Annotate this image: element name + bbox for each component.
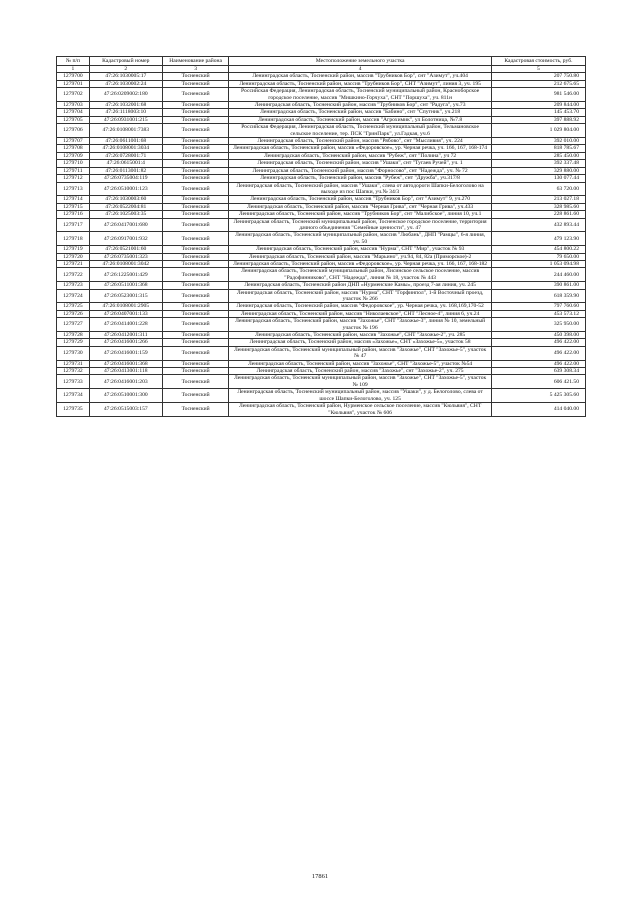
column-number-row <box>57 66 586 73</box>
cadastral-number: 47:26:0417001:680 <box>89 218 162 232</box>
table-row <box>57 152 586 159</box>
district-name: Тосненский <box>162 268 229 282</box>
district-name: Тосненский <box>162 160 229 167</box>
district-name: Тосненский <box>162 116 229 123</box>
cadastral-number: 47:26:0515003:157 <box>89 403 162 417</box>
row-index: 1279732 <box>57 368 90 375</box>
location-text: Ленинградская область, Тосненский район, массив "Захожье", СНТ "Захожье-5", участок №54 <box>229 360 491 367</box>
row-index: 1279727 <box>57 318 90 332</box>
table-row <box>57 182 586 196</box>
cadastral-number: 47:26:0209002:180 <box>89 88 162 102</box>
cadastral-value: 285 450.00 <box>491 152 585 159</box>
cadastral-value: 213 027.18 <box>491 196 585 203</box>
location-text: Ленинградская область, Тосненский муниципальный район, массив "Ушаки", у д. Белоголово, слева от шоссе Шапки-Белоголово, уч. 125 <box>229 389 491 403</box>
location-text: Ленинградская область, Тосненский муниципальный район, массив "Любань", ДНП "Рамцы", 6-я линия, уч. 50 <box>229 232 491 246</box>
location-text: Ленинградская область, Тосненский район, массив "Захожье", снт "Захожье-2", уч. 275 <box>229 368 491 375</box>
district-name: Тосненский <box>162 232 229 246</box>
district-name: Тосненский <box>162 73 229 80</box>
header-location: Местоположение земельного участка <box>229 57 491 66</box>
cadastral-value: 130 077.44 <box>491 175 585 182</box>
cadastral-value: 981 546.00 <box>491 88 585 102</box>
column-number: 1 <box>57 66 90 73</box>
row-index: 1279721 <box>57 260 90 267</box>
header-index: № п/п <box>57 57 90 66</box>
location-text: Ленинградская область, Тосненский район, массив "Марьино", уч.94, 84, 82а (Приморское)-2 <box>229 253 491 260</box>
location-text: Ленинградская область, Тосненский район, массив "Рубеж", снт "Полина", уч 72 <box>229 152 491 159</box>
location-text: Ленинградская область, Тосненский район, массив "Захожье", СНТ "Захожье-3", линия № 10, земельный участок № 196 <box>229 318 491 332</box>
district-name: Тосненский <box>162 182 229 196</box>
location-text: Ленинградская область, Тосненский район, массив «Захожье», СНТ «Захожье-5», участок 58 <box>229 339 491 346</box>
table-row <box>57 318 586 332</box>
location-text: Ленинградская область, Тосненский муниципальный район, массив "Захожье", СНТ "Захожье-5", участок № 47 <box>229 346 491 360</box>
table-row <box>57 360 586 367</box>
table-row <box>57 102 586 109</box>
table-row <box>57 145 586 152</box>
district-name: Тосненский <box>162 318 229 332</box>
row-index: 1279710 <box>57 160 90 167</box>
cadastral-number: 47:26:0521001:60 <box>89 246 162 253</box>
cadastral-number: 47:26:0113001:82 <box>89 167 162 174</box>
row-index: 1279707 <box>57 138 90 145</box>
row-index: 1279735 <box>57 403 90 417</box>
location-text: Российская Федерация, Ленинградская область, Тосненский муниципальный район, Тельмановское сельское поселение, тер. ПСК "ГринПарк", ул.Гадкая, уч.6 <box>229 124 491 138</box>
cadastral-value: 329 880.00 <box>491 167 585 174</box>
location-text: Ленинградская область, Тосненский район, массив "Захожье", СНТ "Захожье-2", уч. 285 <box>229 332 491 339</box>
row-index: 1279706 <box>57 124 90 138</box>
header-cadastral-number: Кадастровый номер <box>89 57 162 66</box>
cadastral-value: 63 720.00 <box>491 182 585 196</box>
district-name: Тосненский <box>162 282 229 289</box>
row-index: 1279719 <box>57 246 90 253</box>
cadastral-value: 432 893.44 <box>491 218 585 232</box>
district-name: Тосненский <box>162 332 229 339</box>
cadastral-value: 244 460.00 <box>491 268 585 282</box>
cadastral-value: 325 950.00 <box>491 318 585 332</box>
cadastral-number: 47:26:0416001:266 <box>89 339 162 346</box>
cadastral-value: 328 985.60 <box>491 203 585 210</box>
cadastral-number: 47:26:1032001:68 <box>89 102 162 109</box>
row-index: 1279702 <box>57 88 90 102</box>
district-name: Тосненский <box>162 253 229 260</box>
cadastral-value: 414 040.00 <box>491 403 585 417</box>
table-row <box>57 218 586 232</box>
row-index: 1279718 <box>57 232 90 246</box>
cadastral-number: 47:26:0407001:133 <box>89 310 162 317</box>
cadastral-value: 479 123.90 <box>491 232 585 246</box>
row-index: 1279733 <box>57 375 90 389</box>
location-text: Ленинградская область, Тосненский район, массив «Федоровское», ур. Черная речка, уч. 166, 167, 168-182 <box>229 260 491 267</box>
table-row <box>57 268 586 282</box>
table-row <box>57 196 586 203</box>
row-index: 1279714 <box>57 196 90 203</box>
row-index: 1279709 <box>57 152 90 159</box>
cadastral-value: 212 675.65 <box>491 80 585 87</box>
table-row <box>57 289 586 303</box>
page-number: 17861 <box>311 873 329 880</box>
table-row <box>57 303 586 310</box>
location-text: Ленинградская область, Тосненский район, массив "Трубников Бор", снт "Малибское", линия 10, уч.1 <box>229 211 491 218</box>
cadastral-value-table <box>56 56 586 417</box>
location-text: Ленинградская область, Тосненский район, массив "Рябово", снт "Мысливия", уч. 224 <box>229 138 491 145</box>
cadastral-number: 47:26:0931001:215 <box>89 116 162 123</box>
cadastral-value: 454 800.22 <box>491 246 585 253</box>
location-text: Ленинградская область, Тосненский район, массив "Агрохимик", ул Болотница, №7.8 <box>229 116 491 123</box>
cadastral-number: 47:26:0108001:3034 <box>89 145 162 152</box>
table-row <box>57 332 586 339</box>
district-name: Тосненский <box>162 375 229 389</box>
cadastral-value: 79 650.00 <box>491 253 585 260</box>
cadastral-number: 47:26:0416001:368 <box>89 360 162 367</box>
cadastral-value: 496 422.00 <box>491 339 585 346</box>
district-name: Тосненский <box>162 80 229 87</box>
cadastral-value: 450 398.00 <box>491 332 585 339</box>
district-name: Тосненский <box>162 138 229 145</box>
location-text: Ленинградская область, Тосненский район, массив "Федоровское", ур. Черная речка, уч. 168,169,170-52 <box>229 303 491 310</box>
location-text: Ленинградская область, Тосненский район, массив "Трубников Бор", СНТ "Азимут", линия 3, уч. 195 <box>229 80 491 87</box>
table-row <box>57 232 586 246</box>
table-body <box>57 73 586 417</box>
cadastral-number: 47:26:0413001:118 <box>89 368 162 375</box>
location-text: Ленинградская область, Тосненский муниципальный район, Лисинское сельское поселение, массив "Радофинниково", СНТ "Надежда", линия № 18, участок № 443 <box>229 268 491 282</box>
cadastral-number: 47:26:0917001:932 <box>89 232 162 246</box>
cadastral-value: 207 750.80 <box>491 73 585 80</box>
header-district: Наименование района <box>162 57 229 66</box>
cadastral-number: 47:26:1025003:35 <box>89 211 162 218</box>
table-row <box>57 116 586 123</box>
table-row <box>57 310 586 317</box>
row-index: 1279722 <box>57 268 90 282</box>
cadastral-number: 47:26:0523001:315 <box>89 289 162 303</box>
district-name: Тосненский <box>162 246 229 253</box>
district-name: Тосненский <box>162 368 229 375</box>
cadastral-number: 47:26:1225001:429 <box>89 268 162 282</box>
district-name: Тосненский <box>162 152 229 159</box>
district-name: Тосненский <box>162 145 229 152</box>
row-index: 1279725 <box>57 303 90 310</box>
row-index: 1279717 <box>57 218 90 232</box>
table-row <box>57 368 586 375</box>
table-row <box>57 403 586 417</box>
row-index: 1279730 <box>57 346 90 360</box>
cadastral-number: 47:26:1030005:17 <box>89 73 162 80</box>
district-name: Тосненский <box>162 102 229 109</box>
location-text: Ленинградская область, Тосненский район, массив "Бабино", снт "Спутник", уч.218 <box>229 109 491 116</box>
cadastral-number: 47:26:0735004:119 <box>89 175 162 182</box>
cadastral-value: 618 359.90 <box>491 289 585 303</box>
location-text: Ленинградская область, Тосненский район ДНП «Нурменские Камы», проезд 7-ая линия, уч. 245 <box>229 282 491 289</box>
cadastral-value: 1 053 094.98 <box>491 260 585 267</box>
table-header <box>57 57 586 73</box>
row-index: 1279704 <box>57 109 90 116</box>
row-index: 1279731 <box>57 360 90 367</box>
row-index: 1279716 <box>57 211 90 218</box>
cadastral-value: 818 785.67 <box>491 145 585 152</box>
district-name: Тосненский <box>162 109 229 116</box>
cadastral-value: 209 844.00 <box>491 102 585 109</box>
cadastral-value: 606 421.50 <box>491 375 585 389</box>
row-index: 1279734 <box>57 389 90 403</box>
district-name: Тосненский <box>162 303 229 310</box>
row-index: 1279703 <box>57 102 90 109</box>
table-row <box>57 167 586 174</box>
cadastral-number: 47:26:0108001:2905 <box>89 303 162 310</box>
cadastral-number: 47:26:0412001:311 <box>89 332 162 339</box>
district-name: Тосненский <box>162 203 229 210</box>
cadastral-number: 47:26:0416001:159 <box>89 346 162 360</box>
cadastral-number: 47:26:1030002:24 <box>89 80 162 87</box>
column-number: 5 <box>491 66 585 73</box>
cadastral-value: 228 861.60 <box>491 211 585 218</box>
cadastral-number: 47:26:0416001:203 <box>89 375 162 389</box>
cadastral-value: 392 010.00 <box>491 138 585 145</box>
district-name: Тосненский <box>162 167 229 174</box>
row-index: 1279708 <box>57 145 90 152</box>
table-row <box>57 260 586 267</box>
district-name: Тосненский <box>162 88 229 102</box>
district-name: Тосненский <box>162 211 229 218</box>
cadastral-value: 453 573.12 <box>491 310 585 317</box>
table-row <box>57 124 586 138</box>
location-text: Ленинградская область, Тосненский район, массив "Трубников Бор", снт "Азимут", уч.404 <box>229 73 491 80</box>
table-row <box>57 138 586 145</box>
table-row <box>57 253 586 260</box>
row-index: 1279724 <box>57 289 90 303</box>
table-row <box>57 375 586 389</box>
cadastral-number: 47:26:0510001:300 <box>89 389 162 403</box>
header-row <box>57 57 586 66</box>
location-text: Ленинградская область, Тосненский район, массив "Ушаки", слева от автодороги Шапки-Белоголово на выходе из пос Шапки, уч.№ 34/3 <box>229 182 491 196</box>
location-text: Ленинградская область, Тосненский район, массив "Рубеж", снт "Дружба", уч.317/8 <box>229 175 491 182</box>
location-text: Ленинградская область, Тосненский район, массив "Нурма", СНТ "Мир", участок № 93 <box>229 246 491 253</box>
row-index: 1279729 <box>57 339 90 346</box>
cadastral-value: 392 337.48 <box>491 160 585 167</box>
header-value: Кадастровая стоимость, руб. <box>491 57 585 66</box>
cadastral-number: 47:26:0414001:228 <box>89 318 162 332</box>
cadastral-value: 145 453.70 <box>491 109 585 116</box>
district-name: Тосненский <box>162 218 229 232</box>
location-text: Ленинградская область, Тосненский район, Нурменское сельское поселение, массив "Кюльвия", СНТ "Кюльвия", участок № 606 <box>229 403 491 417</box>
location-text: Ленинградская область, Тосненский район, массив "Ушаки", снт "Тугаев Ручей", уч. 1 <box>229 160 491 167</box>
table-row <box>57 109 586 116</box>
table-row <box>57 346 586 360</box>
cadastral-number: 47:26:1118003:10 <box>89 109 162 116</box>
location-text: Ленинградская область, Тосненский район, массив "Черная Грива", снт "Черная Грива", уч.433 <box>229 203 491 210</box>
cadastral-value: 496 422.00 <box>491 346 585 360</box>
district-name: Тосненский <box>162 260 229 267</box>
table-row <box>57 73 586 80</box>
cadastral-number: 47:26:0522004:81 <box>89 203 162 210</box>
cadastral-number: 47:26:0108001:7383 <box>89 124 162 138</box>
district-name: Тосненский <box>162 346 229 360</box>
location-text: Ленинградская область, Тосненский муниципальный район, Тосненское городское поселение, территория дачного объединения "Семейные ценности", уч. 47 <box>229 218 491 232</box>
row-index: 1279723 <box>57 282 90 289</box>
location-text: Ленинградская область, Тосненский муниципальный район, массив "Захожье", СНТ "Захожье-5", участок № 109 <box>229 375 491 389</box>
row-index: 1279726 <box>57 310 90 317</box>
district-name: Тосненский <box>162 175 229 182</box>
district-name: Тосненский <box>162 310 229 317</box>
cadastral-number: 47:26:0510001:123 <box>89 182 162 196</box>
table-row <box>57 339 586 346</box>
row-index: 1279701 <box>57 80 90 87</box>
table-row <box>57 211 586 218</box>
row-index: 1279720 <box>57 253 90 260</box>
district-name: Тосненский <box>162 339 229 346</box>
cadastral-number: 47:26:0615001:4 <box>89 160 162 167</box>
table-row <box>57 160 586 167</box>
location-text: Ленинградская область, Тосненский район, массив "Нурма", СНТ "Горфинпол", 1-й Восточный проезд, участок № 266 <box>229 289 491 303</box>
location-text: Ленинградская область, Тосненский район, массив "Николаевское", СНТ "Лесное-4", линия 6, уч.24 <box>229 310 491 317</box>
cadastral-number: 47:26:0108001:3042 <box>89 260 162 267</box>
cadastral-value: 397 888.92 <box>491 116 585 123</box>
table-row <box>57 282 586 289</box>
row-index: 1279711 <box>57 167 90 174</box>
district-name: Тосненский <box>162 389 229 403</box>
row-index: 1279728 <box>57 332 90 339</box>
table-row <box>57 246 586 253</box>
cadastral-number: 47:26:0735001:323 <box>89 253 162 260</box>
cadastral-number: 47:26:1030003:60 <box>89 196 162 203</box>
cadastral-value: 390 861.00 <box>491 282 585 289</box>
column-number: 2 <box>89 66 162 73</box>
cadastral-value: 5 425 305.60 <box>491 389 585 403</box>
cadastral-number: 47:26:0511001:368 <box>89 282 162 289</box>
location-text: Российская Федерация, Ленинградская область, Тосненский муниципальный район, Красноборское городское поселение, массив "Мишкино-Горчуха", СНТ "Поршуха", уч. 811н <box>229 88 491 102</box>
location-text: Ленинградская область, Тосненский район, массив «Федоровское», ур. Черная речка, уч. 166, 167, 168-174 <box>229 145 491 152</box>
cadastral-number: 47:26:0728001:71 <box>89 152 162 159</box>
cadastral-value: 639 308.34 <box>491 368 585 375</box>
row-index: 1279712 <box>57 175 90 182</box>
row-index: 1279713 <box>57 182 90 196</box>
table-row <box>57 88 586 102</box>
row-index: 1279700 <box>57 73 90 80</box>
table-row <box>57 175 586 182</box>
location-text: Ленинградская область, Тосненский район, массив "Трубников Бор", снт "Азимут" 9, уч.270 <box>229 196 491 203</box>
cadastral-number: 47:26:0611001:68 <box>89 138 162 145</box>
district-name: Тосненский <box>162 360 229 367</box>
table-row <box>57 389 586 403</box>
district-name: Тосненский <box>162 124 229 138</box>
cadastral-value: 1 029 804.00 <box>491 124 585 138</box>
location-text: Ленинградская область, Тосненский район, массив "Трубников Бор", снт "Радуга", уч.73 <box>229 102 491 109</box>
cadastral-value: 797 760.60 <box>491 303 585 310</box>
row-index: 1279705 <box>57 116 90 123</box>
table-row <box>57 80 586 87</box>
cadastral-value: 496 422.00 <box>491 360 585 367</box>
table-row <box>57 203 586 210</box>
district-name: Тосненский <box>162 403 229 417</box>
district-name: Тосненский <box>162 196 229 203</box>
location-text: Ленинградская область, Тосненский район, массив "Форносово", снт "Надежда", уч. № 72 <box>229 167 491 174</box>
column-number: 3 <box>162 66 229 73</box>
column-number: 4 <box>229 66 491 73</box>
row-index: 1279715 <box>57 203 90 210</box>
district-name: Тосненский <box>162 289 229 303</box>
